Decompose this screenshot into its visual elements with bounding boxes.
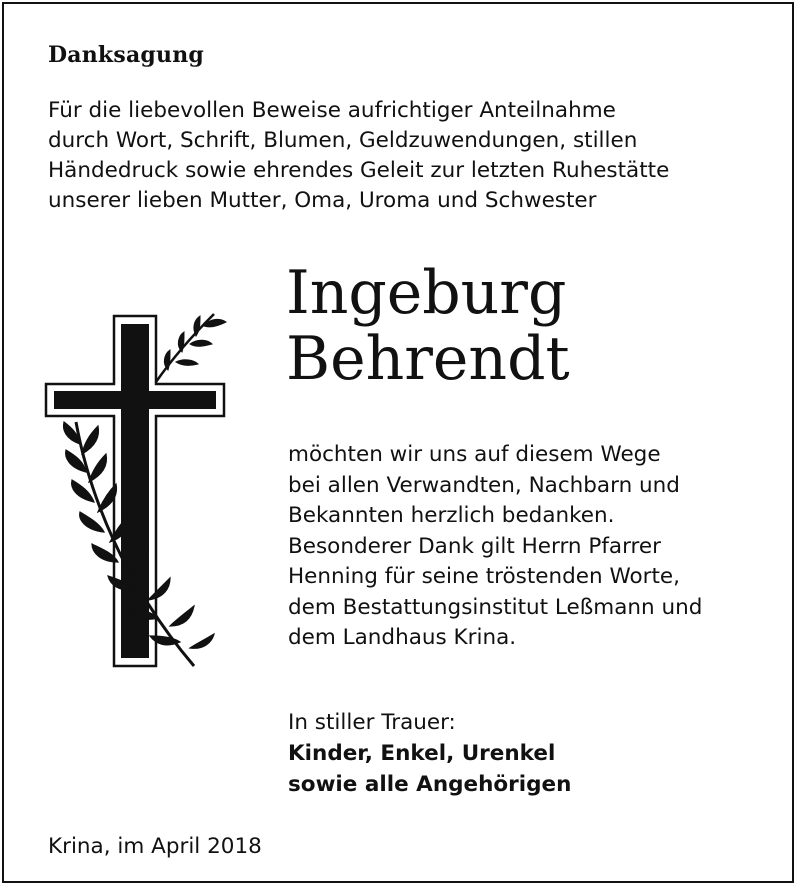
cross-with-palm-branch-icon [44, 304, 244, 674]
body-line: dem Landhaus Krina. [288, 625, 517, 650]
palm-branch-top-icon [156, 314, 226, 382]
signature-block [288, 707, 788, 800]
signature-relatives: sowie alle Angehörigen [288, 772, 572, 797]
intro-line: Für die liebevollen Beweise aufrichtiger Anteilnahme [48, 98, 616, 123]
body-line: Henning für seine tröstenden Worte, [288, 564, 680, 589]
body-line: dem Bestattungsinstitut Leßmann und [288, 594, 703, 620]
signature-family: Kinder, Enkel, Urenkel [288, 741, 556, 766]
signature-intro: In stiller Trauer: [288, 710, 456, 735]
body-line: Bekannten herzlich bedanken. [288, 503, 615, 528]
obituary-notice [2, 2, 794, 883]
place-date: Krina, im April 2018 [48, 834, 262, 859]
intro-line: durch Wort, Schrift, Blumen, Geldzuwendungen, stillen [48, 128, 638, 153]
last-name: Behrendt [286, 324, 570, 394]
first-name: Ingeburg [286, 258, 567, 328]
intro-paragraph [48, 96, 778, 216]
thanks-paragraph [288, 440, 788, 654]
deceased-name [286, 260, 570, 392]
intro-line: Händedruck sowie ehrendes Geleit zur letzten Ruhestätte [48, 158, 670, 183]
body-line: bei allen Verwandten, Nachbarn und [288, 472, 680, 498]
body-line: Besonderer Dank gilt Herrn Pfarrer [288, 533, 661, 559]
intro-line: unserer lieben Mutter, Oma, Uroma und Schwester [48, 188, 597, 213]
heading: Danksagung [48, 42, 204, 68]
body-line: möchten wir uns auf diesem Wege [288, 442, 661, 467]
